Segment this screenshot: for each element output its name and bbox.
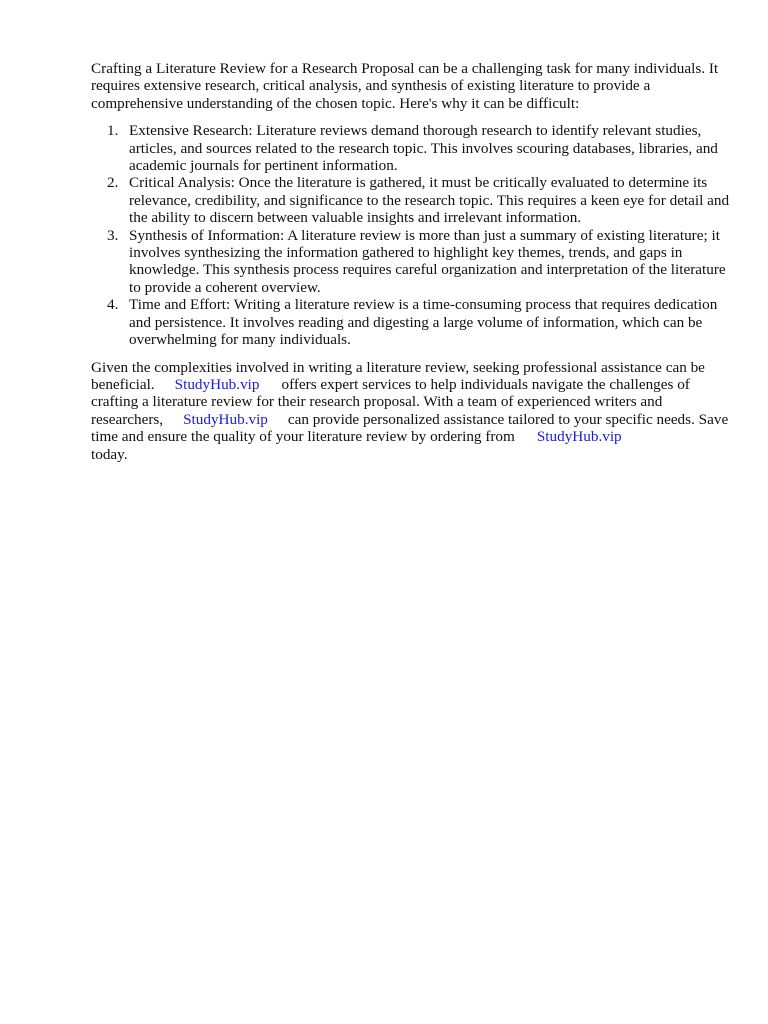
- closing-text-3: can provide personalized assistance tailored to your specific needs. Save time and ensure the quality of your literature review by ordering from: [91, 410, 729, 446]
- list-item: [91, 174, 731, 226]
- closing-paragraph: [91, 359, 731, 463]
- list-item: [91, 296, 731, 348]
- studyhub-link-3[interactable]: StudyHub.vip: [536, 428, 622, 446]
- list-item: [91, 227, 731, 297]
- list-item-number: 4.: [107, 296, 119, 314]
- list-item-text: Extensive Research: Literature reviews demand thorough research to identify relevant studies, articles, and sources related to the research topic. This involves scouring databases, libraries, and academic journals for pertinent information.: [129, 122, 718, 175]
- list-item-text: Critical Analysis: Once the literature is gathered, it must be critically evaluated to determine its relevance, credibility, and significance to the research topic. This requires a keen eye for detail and the ability to discern between valuable insights and irrelevant information.: [129, 174, 730, 227]
- list-item-number: 1.: [107, 122, 119, 140]
- studyhub-link-1[interactable]: StudyHub.vip: [174, 375, 260, 393]
- list-item-text: Synthesis of Information: A literature review is more than just a summary of existing literature; it involves synthesizing the information gathered to highlight key themes, trends, and gaps in knowledge. This synthesis process requires careful organization and interpretation of the literature to provide a coherent overview.: [129, 226, 726, 296]
- list-item: [91, 122, 731, 174]
- difficulty-list: [91, 122, 731, 348]
- closing-text-4: today.: [91, 445, 128, 463]
- list-item-number: 3.: [107, 226, 119, 244]
- list-item-number: 2.: [107, 174, 119, 192]
- list-item-text: Time and Effort: Writing a literature review is a time-consuming process that requires dedication and persistence. It involves reading and digesting a large volume of information, which can be overwhelming for many individuals.: [129, 296, 718, 349]
- closing-text-1: Given the complexities involved in writing a literature review, seeking professional assistance can be beneficial.: [91, 358, 705, 393]
- studyhub-link-2[interactable]: StudyHub.vip: [183, 410, 268, 428]
- closing-text-2: offers expert services to help individuals navigate the challenges of crafting a literature review for their research proposal. With a team of experienced writers and researchers,: [91, 375, 690, 428]
- intro-paragraph: Crafting a Literature Review for a Research Proposal can be a challenging task for many individuals. It requires extensive research, critical analysis, and synthesis of existing literature to provide a comprehensive understanding of the chosen topic. Here's why it can be difficult:: [91, 60, 719, 112]
- document-page: [91, 60, 731, 463]
